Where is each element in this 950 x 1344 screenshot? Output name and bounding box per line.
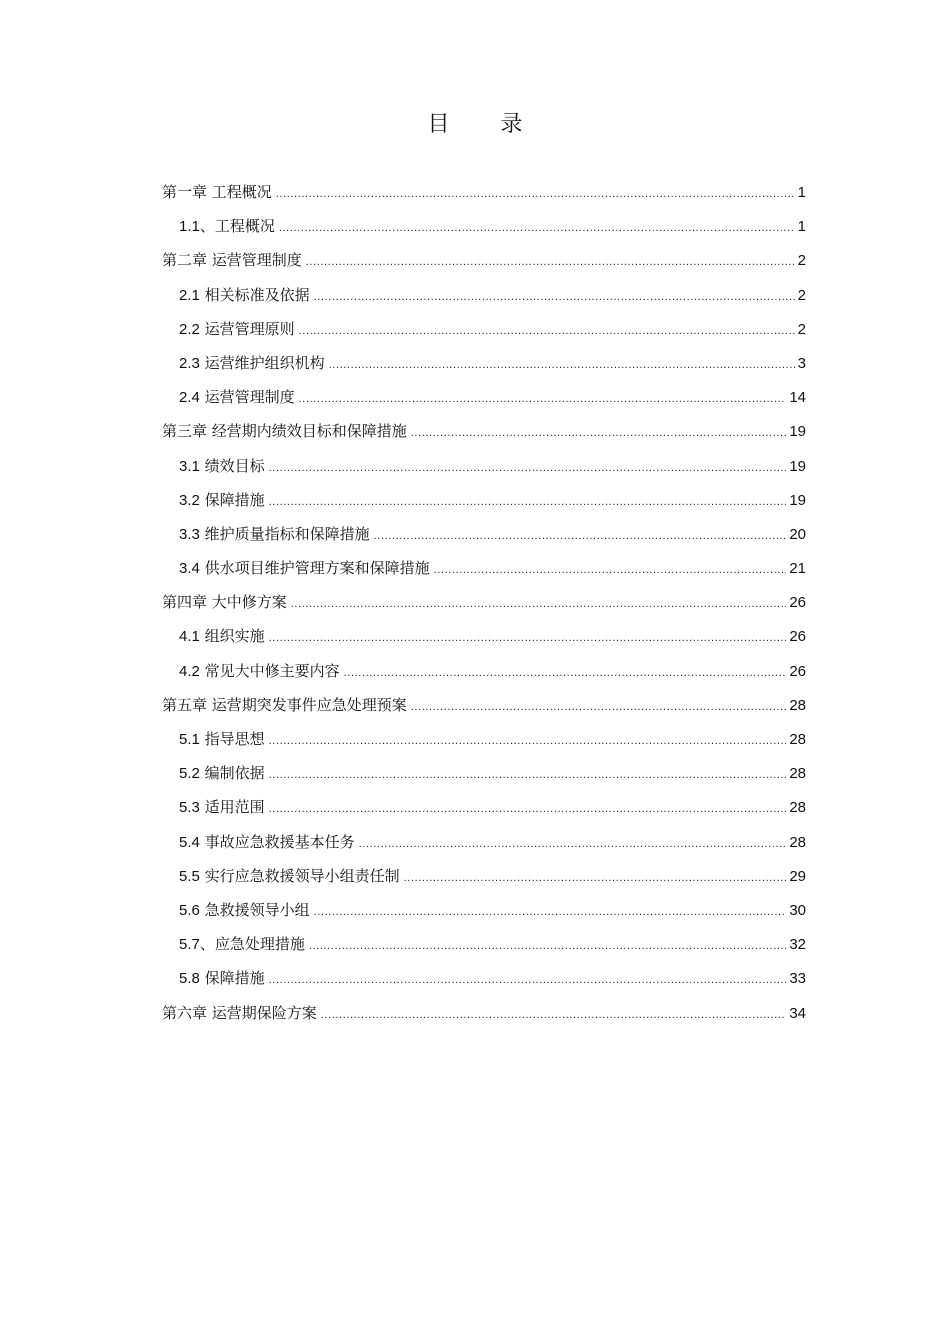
toc-page-number: 1 <box>797 218 806 236</box>
toc-entry-text: 第六章 运营期保险方案 <box>162 1003 317 1022</box>
toc-chapter-entry[interactable] <box>162 414 806 448</box>
table-of-contents <box>162 175 806 1030</box>
dot-leader <box>269 451 787 485</box>
toc-section-entry[interactable] <box>162 278 806 312</box>
toc-section-entry[interactable] <box>162 619 806 653</box>
toc-entry-text: 第三章 经营期内绩效目标和保障措施 <box>162 422 407 441</box>
toc-entry-label <box>162 243 302 277</box>
toc-entry-text: 急救援领导小组 <box>199 900 310 919</box>
toc-page-number: 1 <box>797 184 806 201</box>
toc-entry-text: 维护质量指标和保障措施 <box>199 524 370 543</box>
toc-section-number: 5.7 <box>179 936 200 954</box>
toc-entry-label <box>179 346 325 381</box>
toc-page-number: 2 <box>797 286 806 304</box>
toc-entry-label <box>179 619 265 654</box>
toc-section-number: 5.5 <box>179 867 200 885</box>
toc-section-entry[interactable] <box>162 449 806 483</box>
toc-section-entry[interactable] <box>162 961 806 995</box>
toc-page-number: 34 <box>789 1004 806 1022</box>
toc-page-number: 3 <box>797 354 806 372</box>
toc-entry-label <box>162 585 287 619</box>
toc-entry-text: 第一章 工程概况 <box>162 183 272 201</box>
toc-chapter-entry[interactable] <box>162 175 806 209</box>
dot-leader <box>299 382 787 416</box>
toc-entry-text: 编制依据 <box>199 764 265 783</box>
toc-section-entry[interactable] <box>162 790 806 824</box>
toc-page-number: 32 <box>789 936 806 954</box>
toc-section-entry[interactable] <box>162 756 806 790</box>
toc-page-number: 21 <box>789 560 806 578</box>
toc-entry-label <box>179 449 265 484</box>
toc-page-number: 26 <box>789 628 806 646</box>
toc-entry-text: 运营管理制度 <box>199 388 295 407</box>
toc-entry-text: 相关标准及依据 <box>199 285 310 304</box>
toc-section-entry[interactable] <box>162 722 806 756</box>
toc-entry-text: 适用范围 <box>199 798 265 817</box>
toc-section-number: 2.1 <box>179 286 200 304</box>
toc-page-number: 26 <box>789 594 806 612</box>
toc-entry-label <box>162 414 407 448</box>
toc-page-number: 2 <box>797 320 806 338</box>
dot-leader <box>374 519 787 553</box>
toc-entry-label <box>179 825 355 860</box>
dot-leader <box>299 314 795 348</box>
toc-page-number: 20 <box>789 525 806 543</box>
dot-leader <box>269 485 787 519</box>
toc-section-number: 2.3 <box>179 354 200 372</box>
toc-entry-label <box>162 996 317 1030</box>
toc-page-number: 29 <box>789 867 806 885</box>
toc-entry-label <box>179 790 265 825</box>
dot-leader <box>321 998 787 1032</box>
dot-leader <box>269 758 787 792</box>
toc-page-number: 28 <box>789 731 806 748</box>
dot-leader <box>291 587 787 621</box>
toc-entry-text: 常见大中修主要内容 <box>199 661 340 680</box>
dot-leader <box>344 656 787 690</box>
dot-leader <box>411 690 787 724</box>
toc-section-number: 5.6 <box>179 901 200 919</box>
toc-entry-label <box>179 756 265 791</box>
toc-entry-text: 组织实施 <box>199 627 265 646</box>
toc-page-number: 30 <box>789 901 806 919</box>
page-title: 目 录 <box>427 112 545 137</box>
dot-leader <box>306 245 795 279</box>
toc-section-entry[interactable] <box>162 517 806 551</box>
dot-leader <box>314 895 787 929</box>
toc-section-entry[interactable] <box>162 893 806 927</box>
toc-page-number: 26 <box>789 662 806 680</box>
toc-section-number: 2.4 <box>179 389 200 407</box>
toc-entry-text: 事故应急救援基本任务 <box>199 832 355 851</box>
dot-leader <box>359 827 787 861</box>
toc-page-number: 19 <box>789 423 806 441</box>
toc-page-number: 2 <box>797 252 806 270</box>
toc-page-number: 28 <box>789 765 806 783</box>
toc-page-number: 19 <box>789 457 806 475</box>
toc-section-entry[interactable] <box>162 209 806 243</box>
dot-leader <box>279 211 795 245</box>
toc-section-entry[interactable] <box>162 551 806 585</box>
toc-chapter-entry[interactable] <box>162 585 806 619</box>
toc-entry-text: 第五章 运营期突发事件应急处理预案 <box>162 695 407 714</box>
dot-leader <box>276 177 795 211</box>
toc-entry-text: 实行应急救援领导小组责任制 <box>199 866 400 885</box>
toc-chapter-entry[interactable] <box>162 243 806 277</box>
toc-entry-text: 绩效目标 <box>199 456 265 475</box>
toc-section-number: 4.1 <box>179 628 200 646</box>
toc-entry-text: 指导思想 <box>199 730 265 748</box>
toc-section-number: 5.8 <box>179 970 200 988</box>
toc-section-number: 3.1 <box>179 457 200 475</box>
toc-section-number: 3.4 <box>179 560 200 578</box>
dot-leader <box>269 724 787 758</box>
toc-section-entry[interactable] <box>162 483 806 517</box>
toc-entry-text: 第四章 大中修方案 <box>162 593 287 612</box>
toc-entry-text: 运营管理原则 <box>199 319 295 338</box>
dot-leader <box>411 416 787 450</box>
toc-chapter-entry[interactable] <box>162 688 806 722</box>
toc-section-entry[interactable] <box>162 654 806 688</box>
toc-entry-label <box>179 312 295 347</box>
dot-leader <box>404 861 787 895</box>
toc-section-number: 2.2 <box>179 320 200 338</box>
dot-leader <box>269 792 787 826</box>
toc-entry-label <box>179 859 400 894</box>
dot-leader <box>314 280 795 314</box>
toc-section-number: 3.2 <box>179 491 200 509</box>
toc-page-number: 28 <box>789 696 806 714</box>
toc-entry-label <box>179 380 295 415</box>
toc-section-entry[interactable] <box>162 825 806 859</box>
toc-section-number: 1.1 <box>179 218 200 236</box>
toc-entry-label <box>162 175 272 209</box>
toc-entry-label <box>179 278 310 313</box>
toc-entry-text: 保障措施 <box>199 969 265 988</box>
toc-section-number: 4.2 <box>179 662 200 680</box>
toc-section-number: 5.3 <box>179 799 200 817</box>
toc-entry-label <box>179 722 265 757</box>
toc-section-number: 5.4 <box>179 833 200 851</box>
toc-entry-text: 、工程概况 <box>199 217 275 236</box>
toc-entry-text: 运营维护组织机构 <box>199 353 325 372</box>
dot-leader <box>434 553 787 587</box>
dot-leader <box>329 348 795 382</box>
toc-page-number: 19 <box>789 491 806 509</box>
toc-entry-text: 供水项目维护管理方案和保障措施 <box>199 559 430 578</box>
toc-section-entry[interactable] <box>162 380 806 414</box>
toc-entry-text: 第二章 运营管理制度 <box>162 251 302 270</box>
toc-entry-text: 保障措施 <box>199 490 265 509</box>
toc-section-entry[interactable] <box>162 312 806 346</box>
toc-entry-label <box>179 517 370 552</box>
dot-leader <box>309 929 786 963</box>
dot-leader <box>269 963 787 997</box>
toc-entry-label <box>179 654 340 689</box>
toc-chapter-entry[interactable] <box>162 996 806 1030</box>
toc-page-number: 28 <box>789 799 806 817</box>
toc-entry-label <box>179 927 305 962</box>
toc-page-number: 28 <box>789 833 806 851</box>
toc-page-number: 14 <box>789 389 806 407</box>
toc-section-entry[interactable] <box>162 346 806 380</box>
toc-entry-label <box>179 209 275 244</box>
toc-entry-label <box>179 483 265 518</box>
toc-section-number: 3.3 <box>179 525 200 543</box>
toc-entry-label <box>179 893 310 928</box>
toc-entry-label <box>179 961 265 996</box>
toc-section-number: 5.1 <box>179 731 200 748</box>
toc-entry-label <box>179 551 430 586</box>
toc-section-entry[interactable] <box>162 859 806 893</box>
toc-entry-text: 、应急处理措施 <box>199 935 305 954</box>
toc-section-entry[interactable] <box>162 927 806 961</box>
toc-section-number: 5.2 <box>179 765 200 783</box>
toc-page-number: 33 <box>789 970 806 988</box>
dot-leader <box>269 621 787 655</box>
toc-entry-label <box>162 688 407 722</box>
